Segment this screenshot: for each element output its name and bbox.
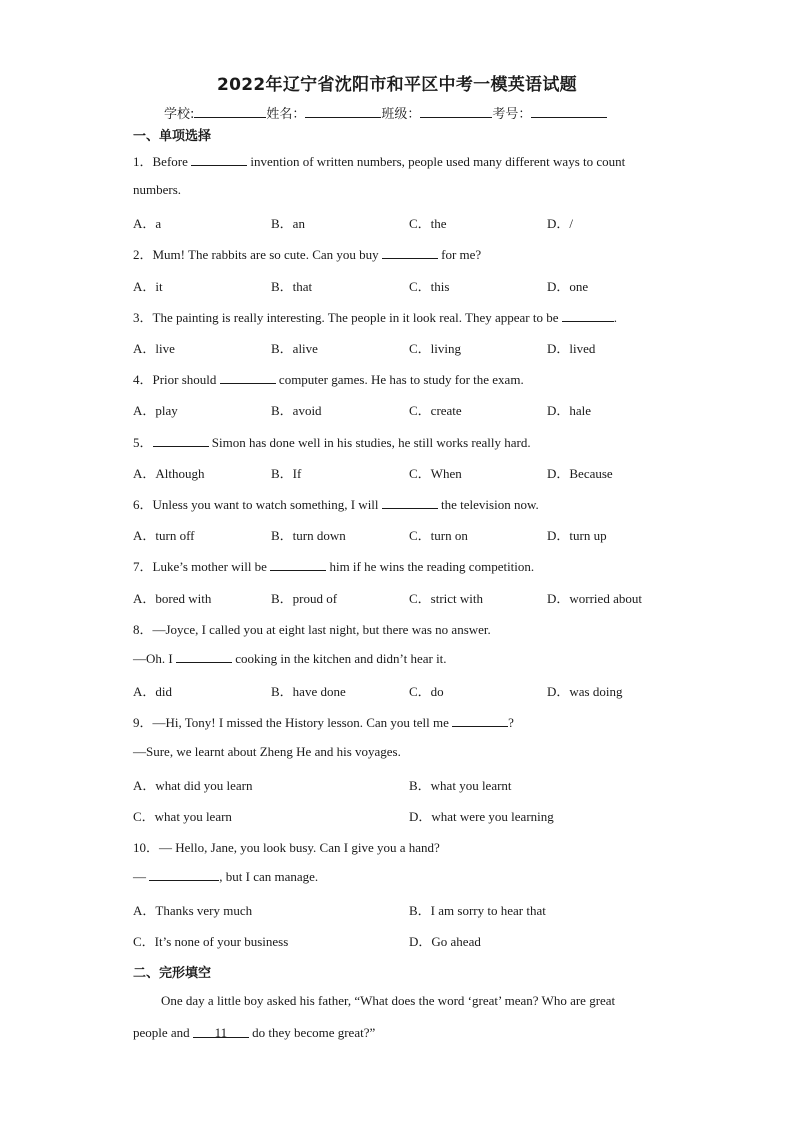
option-a: A．did	[133, 684, 173, 699]
question-text: 2．Mum! The rabbits are so cute. Can you buy	[133, 247, 379, 262]
question-1-continued: numbers.	[133, 182, 182, 197]
question-text: computer games. He has to study for the exam.	[278, 372, 524, 387]
option-a: A．play	[133, 403, 178, 418]
option-d: D．worried about	[547, 591, 642, 606]
class-label: 班级：	[381, 107, 421, 122]
option-b: B．avoid	[271, 403, 322, 418]
option-d: D．was doing	[547, 684, 623, 699]
question-text: him if he wins the reading competition.	[329, 559, 535, 574]
question-4	[133, 369, 524, 388]
option-d: D．turn up	[547, 528, 607, 543]
question-text: 6．Unless you want to watch something, I will	[133, 497, 379, 512]
answer-blank	[176, 650, 232, 663]
question-text: 3．The painting is really interesting. The people in it look real. They appear to be	[133, 310, 559, 325]
student-info-row	[164, 103, 607, 122]
option-c: C．do	[409, 684, 444, 699]
option-a: A．bored with	[133, 591, 212, 606]
option-b: B．that	[271, 279, 313, 294]
answer-blank	[382, 496, 438, 509]
answer-blank	[191, 153, 247, 166]
question-text: —Oh. I	[133, 651, 173, 666]
option-b: B．proud of	[271, 591, 338, 606]
question-8: 8．—Joyce, I called you at eight last night, but there was no answer.	[133, 622, 491, 637]
question-9	[133, 712, 514, 731]
option-d: D．what were you learning	[409, 809, 554, 824]
option-c: C．It’s none of your business	[133, 934, 289, 949]
question-text: the television now.	[441, 497, 539, 512]
section-heading: 一、单项选择	[133, 129, 212, 144]
option-c: C．the	[409, 216, 447, 231]
question-text: 1．Before	[133, 154, 188, 169]
option-c: C．create	[409, 403, 462, 418]
option-d: D．Go ahead	[409, 934, 481, 949]
school-label: 学校:	[164, 107, 195, 122]
question-text: Simon has done well in his studies, he still works really hard.	[211, 435, 531, 450]
option-d: D．Because	[547, 466, 613, 481]
option-a: A．a	[133, 216, 162, 231]
option-c: C．what you learn	[133, 809, 232, 824]
option-a: A．Thanks very much	[133, 903, 253, 918]
passage-line	[133, 1025, 375, 1041]
question-text: , but I can manage.	[219, 869, 319, 884]
question-5	[133, 432, 531, 451]
question-9-reply: —Sure, we learnt about Zheng He and his voyages.	[133, 744, 401, 759]
option-d: D．one	[547, 279, 589, 294]
option-b: B．have done	[271, 684, 346, 699]
option-c: C．When	[409, 466, 462, 481]
option-c: C．strict with	[409, 591, 484, 606]
name-label: 姓名：	[266, 107, 306, 122]
page-title: 2022年辽宁省沈阳市和平区中考一模英语试题	[217, 75, 577, 95]
option-b: B．what you learnt	[409, 778, 512, 793]
answer-blank	[270, 558, 326, 571]
question-text: 9．—Hi, Tony! I missed the History lesson. Can you tell me	[133, 715, 449, 730]
question-8-reply	[133, 650, 447, 667]
section-heading: 二、完形填空	[133, 966, 212, 981]
question-text: .	[613, 310, 618, 325]
question-6	[133, 494, 539, 513]
question-text: 4．Prior should	[133, 372, 217, 387]
option-a: A．it	[133, 279, 163, 294]
option-d: D．/	[547, 216, 574, 231]
question-1	[133, 151, 625, 170]
number-blank	[531, 105, 607, 118]
question-7	[133, 556, 534, 575]
question-text: —	[133, 869, 146, 884]
class-blank	[420, 105, 492, 118]
answer-blank	[452, 714, 508, 727]
option-c: C．turn on	[409, 528, 468, 543]
answer-blank	[149, 868, 219, 881]
number-label: 考号：	[492, 107, 532, 122]
option-a: A．what did you learn	[133, 778, 253, 793]
question-text: ?	[508, 715, 514, 730]
option-a: A．turn off	[133, 528, 195, 543]
answer-blank	[220, 371, 276, 384]
question-text: 5．	[133, 435, 153, 450]
question-10: 10．— Hello, Jane, you look busy. Can I give you a hand?	[133, 840, 440, 855]
question-text: 7．Luke’s mother will be	[133, 559, 267, 574]
option-c: C．this	[409, 279, 450, 294]
option-a: A．Although	[133, 466, 205, 481]
option-b: B．alive	[271, 341, 318, 356]
cloze-blank-11: 11	[193, 1025, 249, 1038]
question-2	[133, 244, 481, 263]
question-text: for me?	[441, 247, 482, 262]
question-text: invention of written numbers, people used many different ways to count	[250, 154, 626, 169]
answer-blank	[153, 434, 209, 447]
option-b: B．I am sorry to hear that	[409, 903, 546, 918]
option-c: C．living	[409, 341, 462, 356]
passage-text: do they become great?”	[252, 1025, 376, 1040]
question-10-reply	[133, 868, 318, 885]
option-b: B．an	[271, 216, 305, 231]
question-text: cooking in the kitchen and didn’t hear it.	[235, 651, 447, 666]
option-b: B．turn down	[271, 528, 346, 543]
passage-line: One day a little boy asked his father, “What does the word ‘great’ mean? Who are great	[161, 993, 616, 1008]
option-a: A．live	[133, 341, 175, 356]
school-blank	[194, 105, 266, 118]
question-3	[133, 307, 617, 326]
answer-blank	[562, 309, 614, 322]
option-d: D．lived	[547, 341, 596, 356]
name-blank	[305, 105, 381, 118]
passage-text: people and	[133, 1025, 190, 1040]
answer-blank	[382, 246, 438, 259]
option-b: B．If	[271, 466, 302, 481]
option-d: D．hale	[547, 403, 592, 418]
